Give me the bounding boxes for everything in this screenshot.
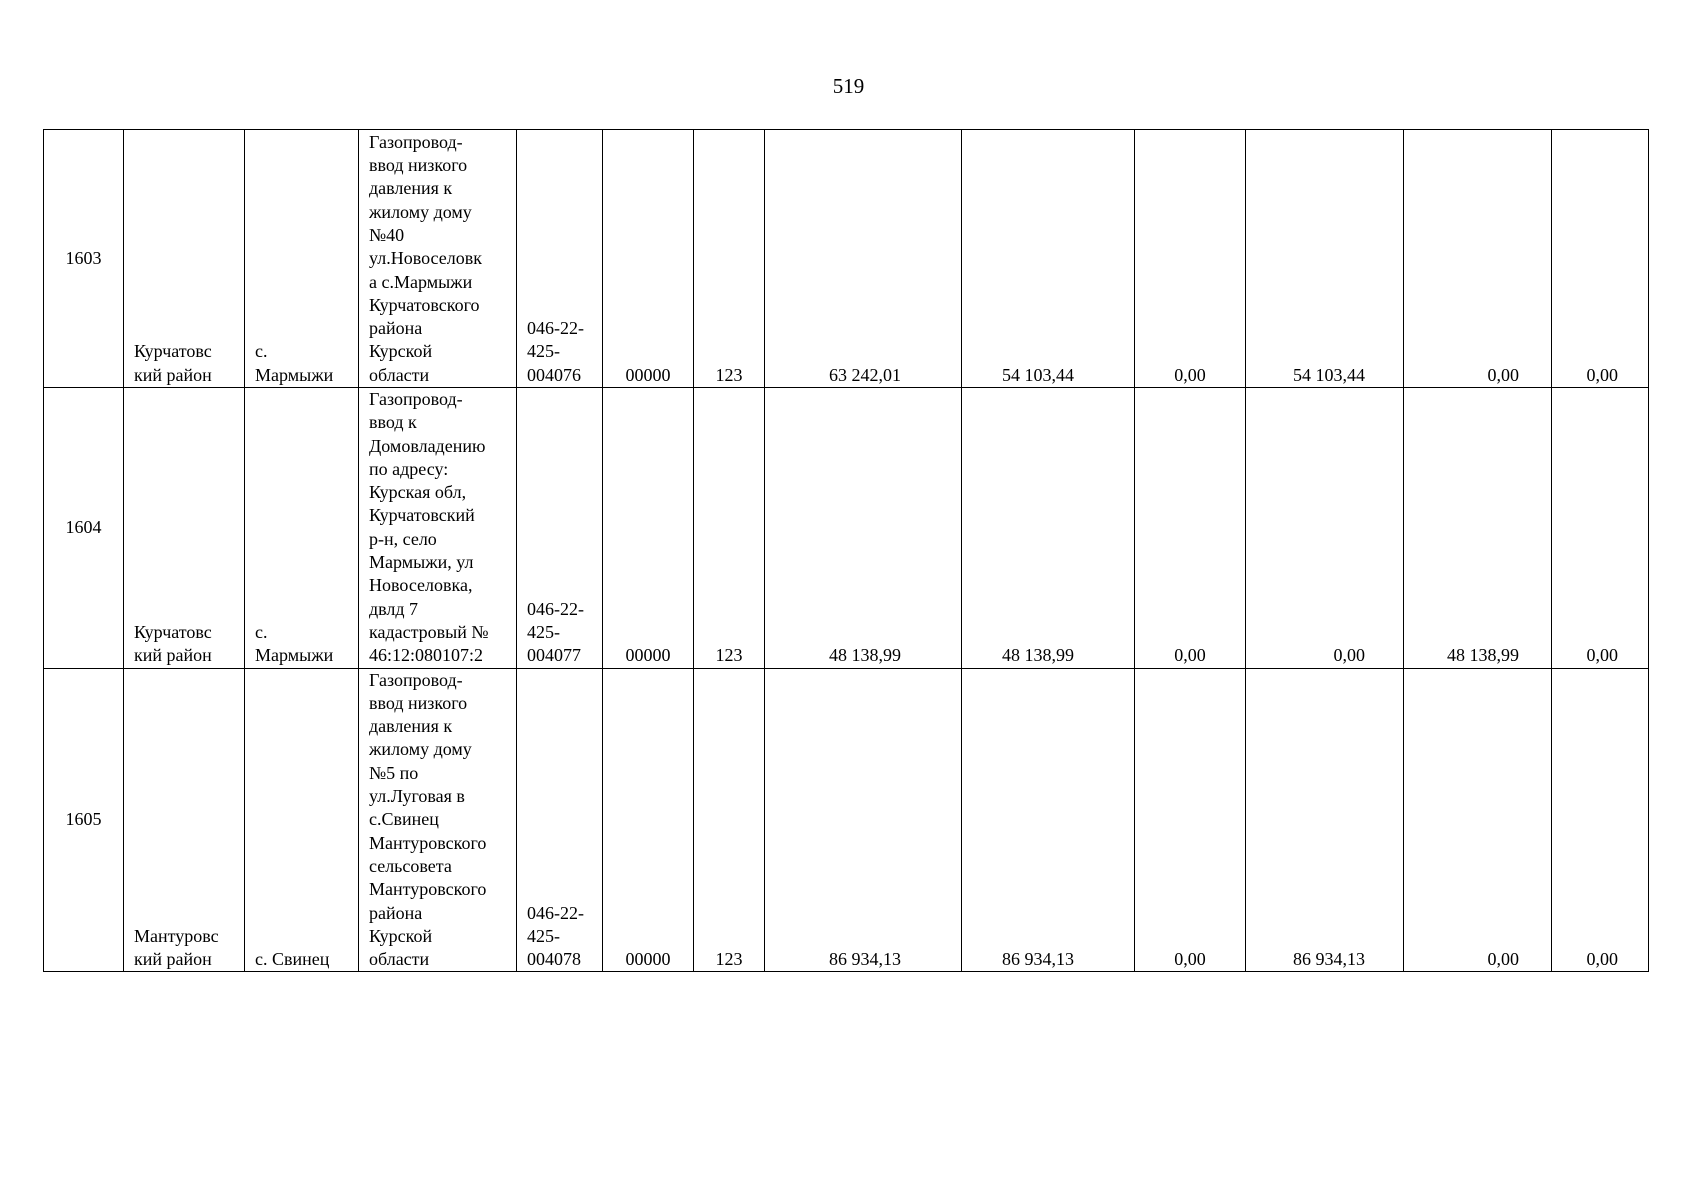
row-number: 1603 [44,130,124,388]
value-cell: 0,00 [1135,388,1246,669]
registry-table [43,129,1649,972]
row-number: 1605 [44,668,124,972]
district-cell: Мантуровс кий район [124,668,245,972]
inventory-code-cell: 046-22- 425- 004078 [517,668,603,972]
value-cell: 0,00 [1552,668,1649,972]
value-cell: 63 242,01 [765,130,962,388]
value-cell: 86 934,13 [765,668,962,972]
code-cell: 00000 [603,388,694,669]
value-cell: 48 138,99 [962,388,1135,669]
code-cell: 123 [694,388,765,669]
locality-cell: с. Свинец [245,668,359,972]
value-cell: 0,00 [1135,130,1246,388]
object-description-cell: Газопровод- ввод низкого давления к жилому дому №40 ул.Новоселовк а с.Мармыжи Курчатовского района Курской области [359,130,517,388]
value-cell: 48 138,99 [1404,388,1552,669]
value-cell: 86 934,13 [1246,668,1404,972]
locality-cell: с. Мармыжи [245,388,359,669]
district-cell: Курчатовс кий район [124,130,245,388]
object-description-cell: Газопровод- ввод низкого давления к жилому дому №5 по ул.Луговая в с.Свинец Мантуровского сельсовета Мантуровского района Курской области [359,668,517,972]
value-cell: 0,00 [1404,668,1552,972]
row-number: 1604 [44,388,124,669]
code-cell: 123 [694,668,765,972]
table-row [44,668,1649,972]
code-cell: 00000 [603,130,694,388]
value-cell: 0,00 [1404,130,1552,388]
inventory-code-cell: 046-22- 425- 004076 [517,130,603,388]
code-cell: 123 [694,130,765,388]
table-row [44,130,1649,388]
table-row [44,388,1649,669]
district-cell: Курчатовс кий район [124,388,245,669]
value-cell: 0,00 [1552,130,1649,388]
page-number: 519 [832,74,865,98]
value-cell: 54 103,44 [1246,130,1404,388]
locality-cell: с. Мармыжи [245,130,359,388]
code-cell: 00000 [603,668,694,972]
object-description-cell: Газопровод- ввод к Домовладению по адресу: Курская обл, Курчатовский р-н, село Мармыжи, ул Новоселовка, двлд 7 кадастровый № 46:12:080107:2 [359,388,517,669]
value-cell: 0,00 [1246,388,1404,669]
value-cell: 48 138,99 [765,388,962,669]
value-cell: 0,00 [1135,668,1246,972]
inventory-code-cell: 046-22- 425- 004077 [517,388,603,669]
value-cell: 86 934,13 [962,668,1135,972]
value-cell: 54 103,44 [962,130,1135,388]
value-cell: 0,00 [1552,388,1649,669]
